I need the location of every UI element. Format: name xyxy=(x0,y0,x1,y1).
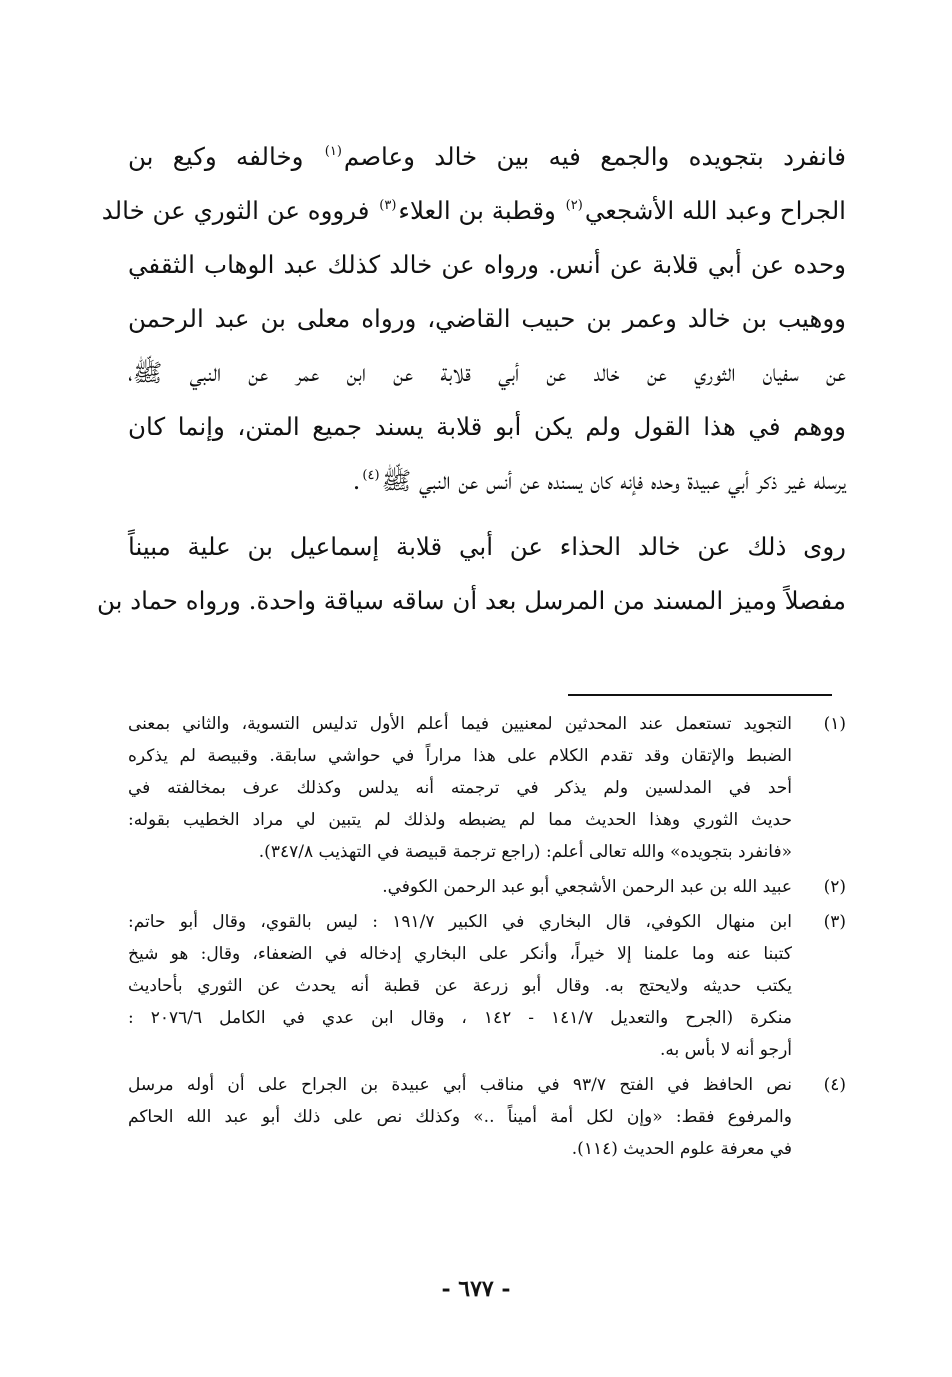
footnote-line: منكرة (الجرح والتعديل ١٤١/٧ - ١٤٢ ، وقال ابن عدي في الكامل ٢٠٧٦/٦ : xyxy=(128,1008,792,1028)
footnote-line: في معرفة علوم الحديث (١١٤). xyxy=(571,1139,792,1159)
footnote-number: (١) xyxy=(823,714,846,734)
footnote-line: عبيد الله بن عبد الرحمن الأشجعي أبو عبد الرحمن الكوفي. xyxy=(382,877,792,897)
footnote-number: (٤) xyxy=(823,1075,846,1095)
text-line: عن سفيان الثوري عن خالد عن أبي قلابة عن ابن عمر عن النبي ﷺ، xyxy=(128,358,846,387)
text-segment: وخالفه وكيع بن xyxy=(128,142,304,171)
footnote-ref-3[interactable]: (٣) xyxy=(379,198,397,213)
footnote-ref-4[interactable]: (٤) xyxy=(362,468,380,483)
text-line: ووهم في هذا القول ولم يكن أبو قلابة يسند جميع المتن، وإنما كان xyxy=(128,412,846,441)
paragraph-1 xyxy=(101,130,846,508)
footnote-4 xyxy=(128,1069,846,1165)
footnote-line: يكتب حديثه ولايحتج به. وقال أبو زرعة عن قطبة أنه يحدث عن الثوري بأحاديث xyxy=(128,976,792,996)
footnote-line: حديث الثوري وهذا الحديث مما لم يضبطه ولذلك لم يتبين لي مراد الخطيب بقوله: xyxy=(128,810,792,830)
footnote-line: نص الحافظ في الفتح ٩٣/٧ في مناقب أبي عبيدة بن الجراح على أن أوله مرسل xyxy=(128,1075,792,1095)
main-text xyxy=(97,130,846,628)
footnote-line: كتبنا عنه وما علمنا إلا خيراً، وأنكر على البخاري إدخاله في الضعفاء، وقال: هو شيخ xyxy=(128,944,792,964)
footnote-number: (٣) xyxy=(823,912,846,932)
footnote-line: الضبط والإتقان وقد تقدم الكلام على هذا مراراً في حواشي سابقة. وقبيصة لم يذكره xyxy=(128,746,792,766)
text-line: مفصلاً وميز المسند من المرسل بعد أن ساقه سياقة واحدة. ورواه حماد بن xyxy=(97,586,846,615)
footnote-1 xyxy=(128,708,846,868)
text-segment: فرووه عن الثوري عن خالد xyxy=(101,196,370,225)
text-line xyxy=(128,130,846,184)
footnote-line: التجويد تستعمل عند المحدثين لمعنيين فيما أعلم الأول تدليس التسوية، والثاني بمعنى xyxy=(128,714,792,734)
footnote-separator xyxy=(568,694,832,696)
paragraph-2 xyxy=(97,520,846,628)
footnote-3 xyxy=(128,906,846,1066)
text-line xyxy=(128,454,846,508)
text-segment: وقطبة بن العلاء xyxy=(398,196,556,225)
text-segment: الجراح وعبد الله الأشجعي xyxy=(584,196,846,225)
footnote-line: «فانفرد بتجويده» والله تعالى أعلم: (راجع ترجمة قبيصة في التهذيب ٣٤٧/٨). xyxy=(258,842,792,862)
text-segment: فانفرد بتجويده والجمع فيه بين خالد وعاصم xyxy=(343,142,846,171)
footnote-line: ابن منهال الكوفي، قال البخاري في الكبير ١٩١/٧ : ليس بالقوي، وقال أبو حاتم: xyxy=(128,912,792,932)
footnote-line: أحد في المدلسين ولم يذكر في ترجمته أنه يدلس وكذلك عرف بمخالفته في xyxy=(128,778,792,798)
text-line: ووهيب بن خالد وعمر بن حبيب القاضي، ورواه معلى بن عبد الرحمن xyxy=(128,304,846,333)
footnote-line: والمرفوع فقط: «وإن لكل أمة أميناً ..» وكذلك نص على ذلك أبو عبد الله الحاكم xyxy=(128,1107,792,1127)
footnote-ref-1[interactable]: (١) xyxy=(324,144,342,159)
text-line: وحده عن أبي قلابة عن أنس. ورواه عن خالد كذلك عبد الوهاب الثقفي xyxy=(128,250,846,279)
footnotes xyxy=(128,708,846,1168)
footnote-line: أرجو أنه لا بأس به. xyxy=(659,1040,792,1060)
footnote-number: (٢) xyxy=(823,877,846,897)
footnote-ref-2[interactable]: (٢) xyxy=(565,198,583,213)
text-segment: يرسله غير ذكر أبي عبيدة وحده فإنه كان يسنده عن أنس عن النبي ﷺ xyxy=(381,466,846,495)
footnote-2 xyxy=(128,871,846,903)
page-number: - ٦٧٧ - xyxy=(441,1276,511,1302)
text-line xyxy=(101,184,846,238)
text-segment: . xyxy=(352,466,361,495)
text-line: روى ذلك عن خالد الحذاء عن أبي قلابة إسماعيل بن علية مبيناً xyxy=(128,532,846,561)
